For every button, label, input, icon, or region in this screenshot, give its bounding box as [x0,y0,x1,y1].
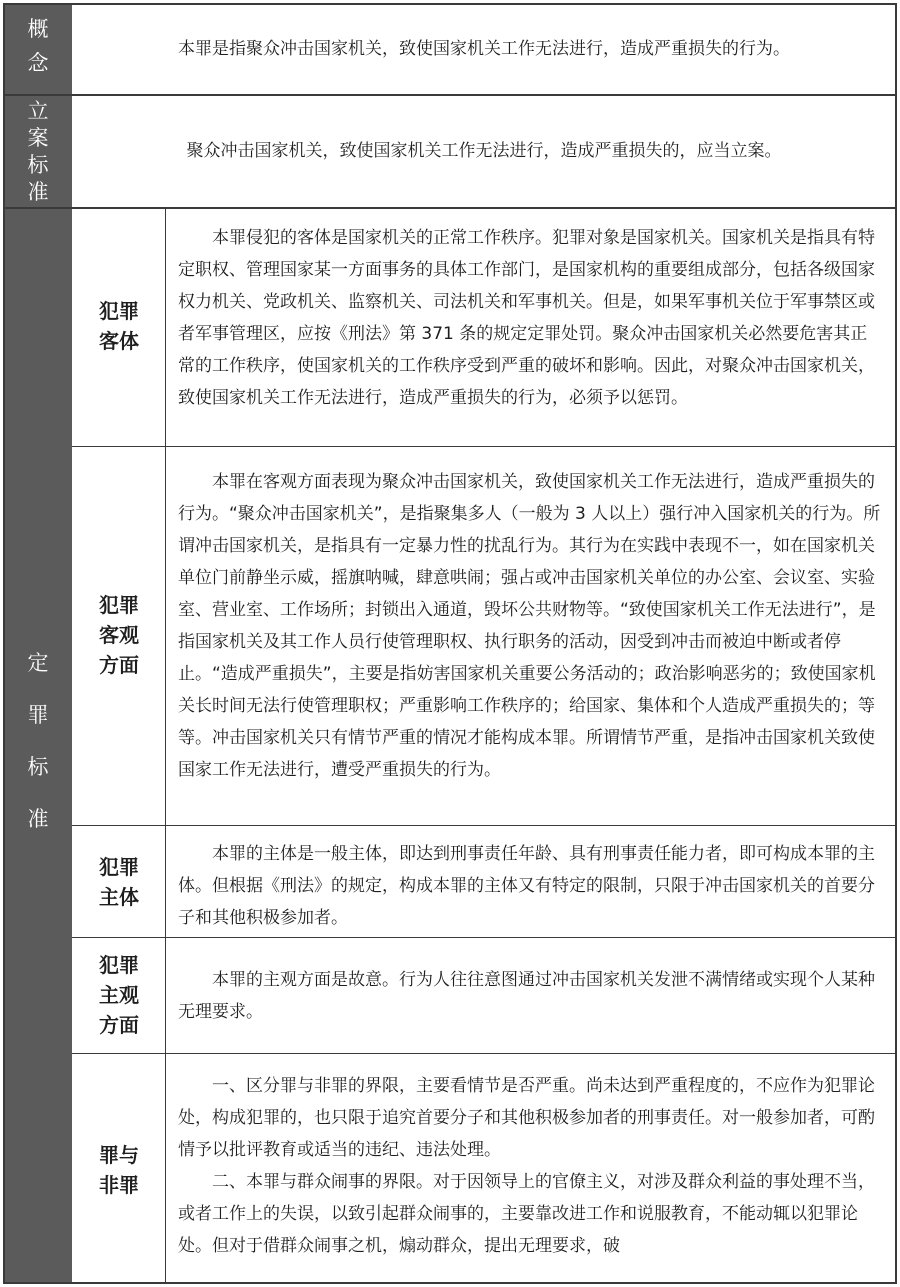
crime-subject-text: 本罪的主体是一般主体，即达到刑事责任年龄、具有刑事责任能力者，即可构成本罪的主体。但根据《刑法》的规定，构成本罪的主体又有特定的限制，只限于冲击国家机关的首要分子和其他积极参加者。 [178,844,875,928]
paragraph-two: 二、本罪与群众闹事的界限。对于因领导上的官僚主义，对涉及群众利益的事处理不当，或者工作上的失误，以致引起群众闹事的，主要靠改进工作和说服教育，不能动辄以犯罪论处。但对于借群众闹事之机，煽动群众，提出无理要求，破 [178,1172,875,1256]
sublabel-subjective-aspect: 犯罪 主观 方面 [99,953,139,1037]
sublabel-crime-vs-noncrime: 罪与 非罪 [99,1143,139,1197]
row-divider [72,825,896,826]
crime-object-text: 本罪侵犯的客体是国家机关的正常工作秩序。犯罪对象是国家机关。国家机关是指具有特定职权、管理国家某一方面事务的具体工作部门，是国家机构的重要组成部分，包括各级国家权力机关、党政机关、监察机关、司法机关和军事机关。但是，如果军事机关位于军事禁区或者军事管理区，应按《刑法》第 371 条的规定定罪处罚。聚众冲击国家机关必然要危害其正常的工作秩序，使国家机关的工作秩序受到严重的破坏和影响。因此，对聚众冲击国家机关，致使国家机关工作无法进行，造成严重损失的行为，必须予以惩罚。 [178,228,875,408]
objective-aspect-text: 本罪在客观方面表现为聚众冲击国家机关，致使国家机关工作无法进行，造成严重损失的行为。“聚众冲击国家机关”，是指聚集多人（一般为 3 人以上）强行冲入国家机关的行为。所谓冲击国家机关，是指具有一定暴力性的扰乱行为。其行为在实践中表现不一，如在国家机关单位门前静坐示威，摇旗呐喊，肆意哄闹；强占或冲击国家机关单位的办公室、会议室、实验室、营业室、工作场所；封锁出入通道，毁坏公共财物等。“致使国家机关工作无法进行”，是指国家机关及其工作人员行使管理职权、执行职务的活动，因受到冲击而被迫中断或者停止。“造成严重损失”，主要是指妨害国家机关重要公务活动的；政治影响恶劣的；致使国家机关长时间无法行使管理职权；严重影响工作秩序的；给国家、集体和个人造成严重损失的；等等。冲击国家机关只有情节严重的情况才能构成本罪。所谓情节严重，是指冲击国家机关致使国家工作无法进行，遭受严重损失的行为。 [178,472,881,780]
row-divider [72,446,896,447]
label-concept: 概 念 [4,4,72,94]
table-border-right [895,3,897,1284]
subjective-aspect-text: 本罪的主观方面是故意。行为人往往意图通过冲击国家机关发泄不满情绪或实现个人某种无理要求。 [178,970,875,1022]
sublabel-crime-object: 犯罪 客体 [99,299,139,353]
column-divider [165,208,166,1283]
crime-vs-noncrime-text [178,1070,884,1262]
concept-text: 本罪是指聚众冲击国家机关，致使国家机关工作无法进行，造成严重损失的行为。 [178,39,790,59]
row-divider [72,1053,896,1054]
label-filing: 立 案 标 准 [4,96,72,207]
table-border-bottom [4,1282,896,1284]
row-divider [72,937,896,938]
sublabel-objective-aspect: 犯罪 客观 方面 [99,593,139,677]
table-border-top [4,3,896,5]
table-border-left [3,3,5,1284]
sublabel-crime-subject: 犯罪 主体 [99,855,139,909]
row-divider [4,94,896,96]
paragraph-one: 一、区分罪与非罪的界限，主要看情节是否严重。尚未达到严重程度的，不应作为犯罪论处，构成犯罪的，也只限于追究首要分子和其他积极参加者的刑事责任。对一般参加者，可酌情予以批评教育或适当的违纪、违法处理。 [178,1076,875,1160]
row-divider [4,207,896,209]
filing-standard-text: 聚众冲击国家机关，致使国家机关工作无法进行，造成严重损失的，应当立案。 [186,141,782,161]
label-conviction: 定 罪 标 准 [4,209,72,1283]
